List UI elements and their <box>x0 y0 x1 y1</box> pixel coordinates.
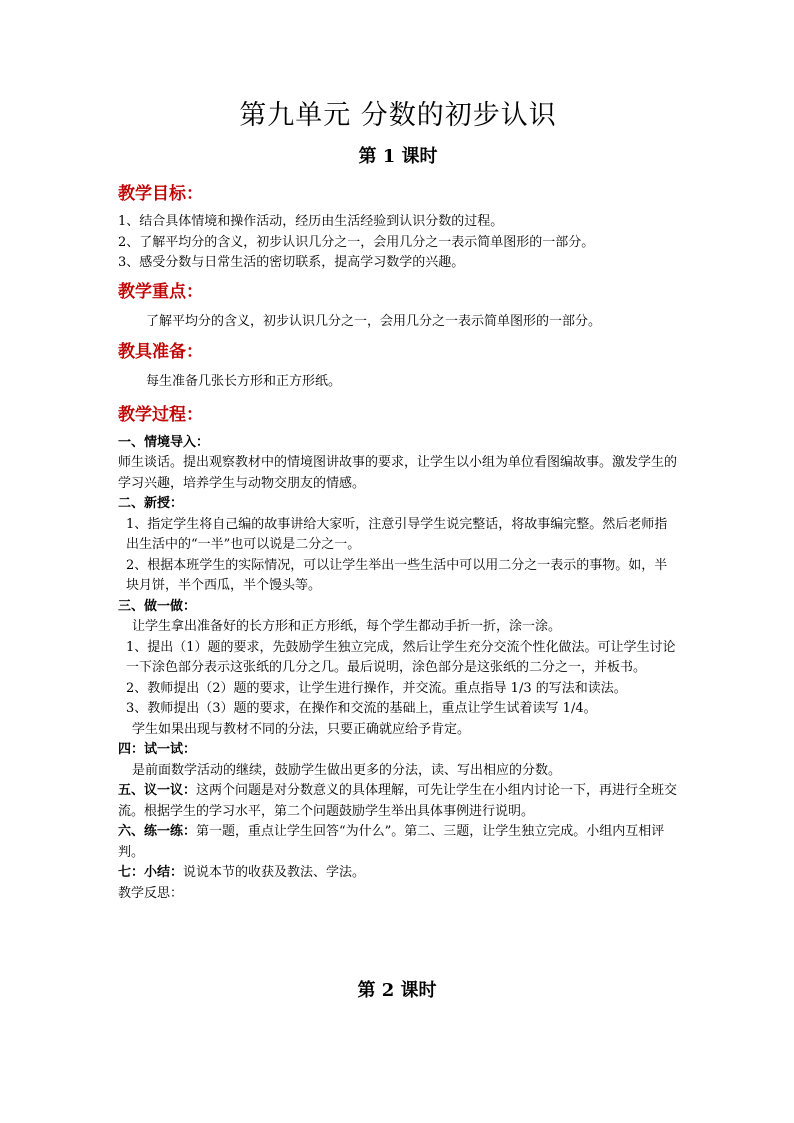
step-7 <box>118 863 678 884</box>
step-3-paragraph: 让学生拿出准备好的长方形和正方形纸，每个学生都动手折一折，涂一涂。 <box>132 619 562 634</box>
goal-item: 3、感受分数与日常生活的密切联系，提高学习数学的兴趣。 <box>118 255 465 270</box>
step-3-heading: 三、做一做： <box>118 598 197 614</box>
step-4-text: 是前面数学活动的继续，鼓励学生做出更多的分法，读、写出相应的分数。 <box>132 762 562 778</box>
section-heading-process: 教学过程： <box>118 404 203 425</box>
step-1-heading: 一、情境导入： <box>118 434 210 450</box>
section-heading-tools: 教具准备： <box>118 342 203 362</box>
section-heading-key-points: 教学重点： <box>118 281 203 302</box>
step-2-heading: 二、新授： <box>118 496 184 511</box>
document-content <box>118 96 678 904</box>
step-2-paragraph: 1、指定学生将自己编的故事讲给大家听，注意引导学生说完整话，将故事编完整。然后老师指出生活中的“一半”也可以说是二分之一。 <box>126 516 668 552</box>
lesson-1-title: 第 1 课时 <box>358 146 438 167</box>
step-7-text: 说说本节的收获及教法、学法。 <box>183 865 366 880</box>
lesson-2-title: 第 2 课时 <box>357 980 437 1001</box>
step-6 <box>118 822 678 863</box>
step-4-heading: 四：试一试： <box>118 742 197 757</box>
goal-item: 2、了解平均分的含义，初步认识几分之一，会用几分之一表示简单图形的一部分。 <box>118 234 595 250</box>
step-3-paragraph: 学生如果出现与教材不同的分法，只要正确就应给予肯定。 <box>132 721 471 737</box>
step-1-text: 师生谈话。提出观察教材中的情境图讲故事的要求，让学生以小组为单位看图编故事。激发学生的学习兴趣，培养学生与动物交朋友的情感。 <box>118 455 678 491</box>
step-3-paragraph: 3、教师提出（3）题的要求，在操作和交流的基础上，重点让学生试着读写 1/4。 <box>126 701 597 716</box>
step-2-paragraph: 2、根据本班学生的实际情况，可以让学生举出一些生活中可以用二分之一表示的事物。如，半块月饼，半个西瓜，半个馒头等。 <box>126 557 668 593</box>
section-heading-goals: 教学目标： <box>118 184 203 204</box>
step-6-heading: 六、练一练： <box>118 824 197 839</box>
goal-item: 1、结合具体情境和操作活动，经历由生活经验到认识分数的过程。 <box>118 214 504 229</box>
step-5 <box>118 781 678 822</box>
step-5-text: 这两个问题是对分数意义的具体理解，可先让学生在小组内讨论一下，再进行全班交流。根据学生的学习水平，第二个问题鼓励学生举出具体事例进行说明。 <box>118 783 678 819</box>
goals-list <box>118 212 678 274</box>
step-7-heading: 七：小结： <box>118 865 184 880</box>
reflection-label: 教学反思： <box>118 885 184 901</box>
tools-text: 每生准备几张长方形和正方形纸。 <box>146 374 342 389</box>
document-title: 第九单元 分数的初步认识 <box>239 100 557 131</box>
step-5-heading: 五、议一议： <box>118 783 197 798</box>
step-3-paragraph: 2、教师提出（2）题的要求，让学生进行操作，并交流。重点指导 1/3 的写法和读法。 <box>126 680 627 696</box>
step-6-text: 第一题，重点让学生回答“为什么”。第二、三题，让学生独立完成。小组内互相评判。 <box>118 824 665 860</box>
key-points-text: 了解平均分的含义，初步认识几分之一，会用几分之一表示简单图形的一部分。 <box>146 313 602 329</box>
process-body <box>118 433 678 905</box>
step-3-paragraph: 1、提出（1）题的要求，先鼓励学生独立完成，然后让学生充分交流个性化做法。可让学生讨论一下涂色部分表示这张纸的几分之几。最后说明，涂色部分是这张纸的二分之一，并板书。 <box>126 639 676 675</box>
